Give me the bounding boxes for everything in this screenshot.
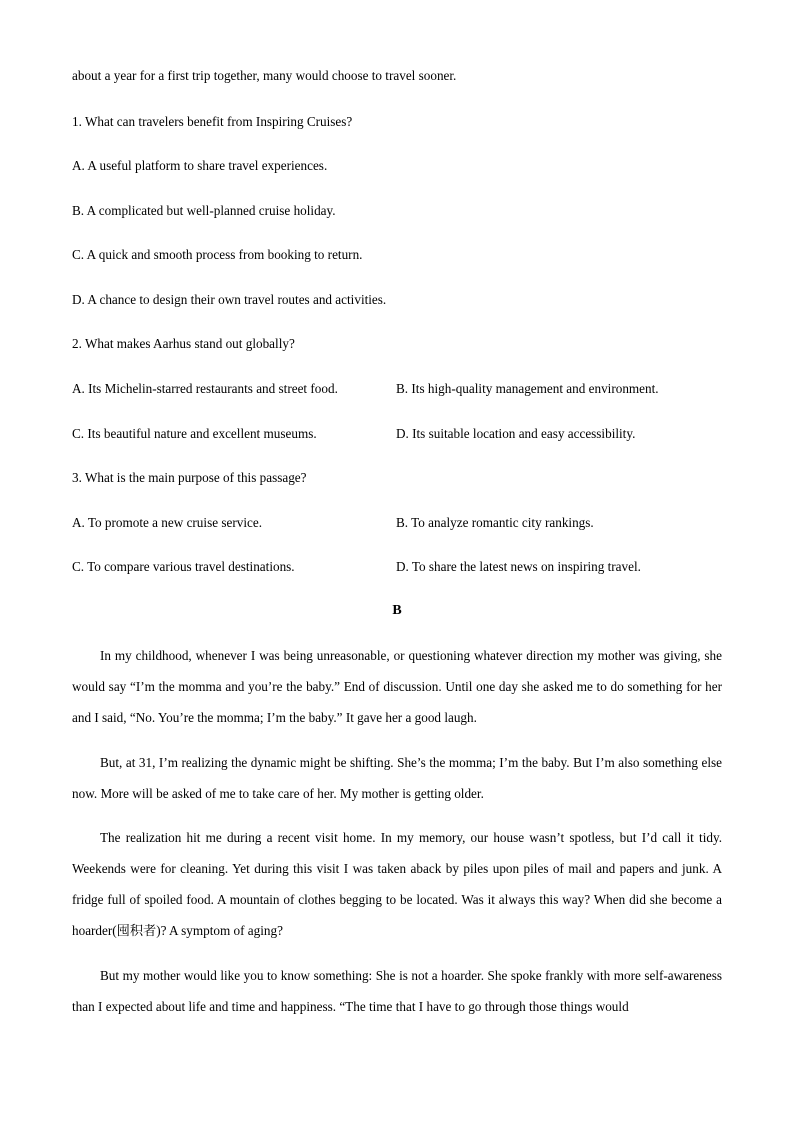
- question-1-option-b[interactable]: B. A complicated but well-planned cruise holiday.: [72, 203, 336, 218]
- question-1-option-c[interactable]: C. A quick and smooth process from booking to return.: [72, 247, 363, 262]
- question-2-stem: 2. What makes Aarhus stand out globally?: [72, 336, 295, 351]
- question-2-option-c[interactable]: C. Its beautiful nature and excellent museums.: [72, 426, 317, 441]
- question-2-option-b[interactable]: B. Its high-quality management and environment.: [396, 381, 659, 396]
- section-b-heading: B: [392, 603, 402, 618]
- question-3-option-d[interactable]: D. To share the latest news on inspiring travel.: [396, 559, 641, 574]
- question-1-stem: 1. What can travelers benefit from Inspiring Cruises?: [72, 114, 353, 129]
- intro-tail-text: about a year for a first trip together, many would choose to travel sooner.: [72, 68, 457, 83]
- question-2-option-d[interactable]: D. Its suitable location and easy accessibility.: [396, 426, 636, 441]
- question-3-option-a[interactable]: A. To promote a new cruise service.: [72, 515, 262, 530]
- question-2-option-a[interactable]: A. Its Michelin-starred restaurants and street food.: [72, 381, 338, 396]
- question-3-stem: 3. What is the main purpose of this passage?: [72, 470, 307, 485]
- question-3-option-b[interactable]: B. To analyze romantic city rankings.: [396, 515, 594, 530]
- question-3-option-c[interactable]: C. To compare various travel destinations.: [72, 559, 295, 574]
- passage-b-paragraph-2: But, at 31, I’m realizing the dynamic might be shifting. She’s the momma; I’m the baby. But I’m also something else now. More will be asked of me to take care of her. My mother is getting older.: [72, 755, 722, 801]
- question-1-option-d[interactable]: D. A chance to design their own travel routes and activities.: [72, 292, 387, 307]
- passage-b-paragraph-1: In my childhood, whenever I was being unreasonable, or questioning whatever direction my mother was giving, she would say “I’m the momma and you’re the baby.” End of discussion. Until one day she asked me to do something for her and I said, “No. You’re the momma; I’m the baby.” It gave her a good laugh.: [72, 648, 722, 725]
- passage-b-paragraph-4: But my mother would like you to know something: She is not a hoarder. She spoke frankly with more self-awareness than I expected about life and time and happiness. “The time that I have to go through those things would: [72, 968, 722, 1014]
- passage-b-paragraph-3: The realization hit me during a recent visit home. In my memory, our house wasn’t spotless, but I’d call it tidy. Weekends were for cleaning. Yet during this visit I was taken aback by piles upon piles of mail and papers and junk. A fridge full of spoiled food. A mountain of clothes begging to be located. Was it always this way? When did she become a hoarder(囤积者)? A symptom of aging?: [72, 830, 722, 938]
- question-1-option-a[interactable]: A. A useful platform to share travel experiences.: [72, 158, 328, 173]
